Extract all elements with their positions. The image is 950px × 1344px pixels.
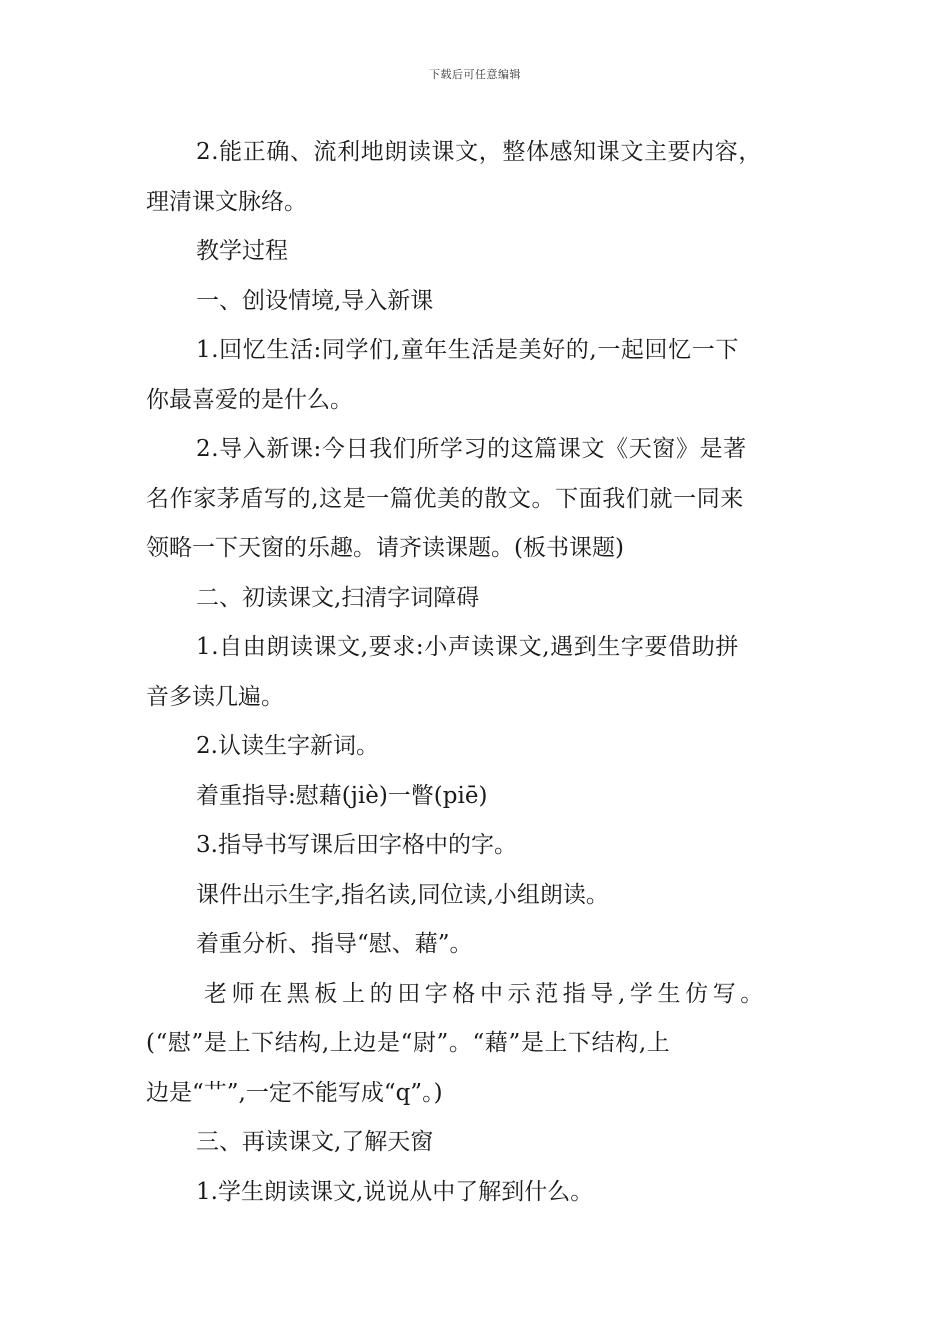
- paragraph-line: 课件出示生字,指名读,同位读,小组朗读。: [196, 881, 609, 908]
- paragraph-line: 领略一下天窗的乐趣。请齐读课题。(板书课题): [146, 535, 624, 561]
- paragraph-recall-life: [146, 326, 808, 425]
- section-heading-one: [146, 277, 808, 327]
- paragraph-line: 你最喜爱的是什么。: [146, 386, 353, 413]
- paragraph-read-new-words: [146, 722, 808, 772]
- header-note: 下载后可任意编辑: [429, 68, 521, 81]
- paragraph-line: 2.能正确、流利地朗读课文，整体感知课文主要内容，: [196, 139, 762, 165]
- paragraph-line: 教学过程: [196, 238, 288, 264]
- section-heading-two: [146, 574, 808, 624]
- paragraph-line: 着重指导:慰藉(jiè)一瞥(piē): [196, 782, 488, 809]
- paragraph-line: 2.导入新课:今日我们所学习的这篇课文《天窗》是著: [196, 436, 747, 462]
- paragraph-courseware: [146, 871, 808, 921]
- document-body: [146, 128, 808, 1217]
- paragraph-line: 边是“艹”,一定不能写成“q”。): [146, 1079, 443, 1106]
- paragraph-line: 名作家茅盾写的,这是一篇优美的散文。下面我们就一同来: [146, 485, 744, 512]
- paragraph-key-guidance: [146, 772, 808, 822]
- paragraph-teacher-demo: [146, 970, 808, 1119]
- section-heading-three: [146, 1118, 808, 1168]
- paragraph-line: 1.学生朗读课文,说说从中了解到什么。: [196, 1178, 594, 1205]
- paragraph-line: 1.回忆生活:同学们,童年生活是美好的,一起回忆一下: [196, 337, 739, 363]
- paragraph-line: 2.认读生字新词。: [196, 733, 379, 759]
- paragraph-line: (“慰”是上下结构,上边是“尉”。“藉”是上下结构,上: [146, 1030, 671, 1056]
- paragraph-line: 音多读几遍。: [146, 683, 284, 710]
- paragraph-objective-2: [146, 128, 808, 227]
- paragraph-student-reading: [146, 1168, 808, 1218]
- paragraph-line: 3.指导书写课后田字格中的字。: [196, 832, 517, 858]
- paragraph-analysis: [146, 920, 808, 970]
- paragraph-free-reading: [146, 623, 808, 722]
- paragraph-line: 理清课文脉络。: [146, 188, 307, 215]
- paragraph-introduce-lesson: [146, 425, 808, 574]
- paragraph-line: 一、创设情境,导入新课: [196, 287, 434, 314]
- paragraph-line: 二、初读课文,扫清字词障碍: [196, 584, 480, 611]
- paragraph-line: 1.自由朗读课文,要求:小声读课文,遇到生字要借助拼: [196, 634, 739, 660]
- paragraph-line: 着重分析、指导“慰、藉”。: [196, 931, 473, 957]
- paragraph-line: 三、再读课文,了解天窗: [196, 1129, 434, 1155]
- section-heading-teaching-process: [146, 227, 808, 277]
- paragraph-writing-guidance: [146, 821, 808, 871]
- paragraph-line: 老师在黑板上的田字格中示范指导,学生仿写。: [204, 980, 768, 1007]
